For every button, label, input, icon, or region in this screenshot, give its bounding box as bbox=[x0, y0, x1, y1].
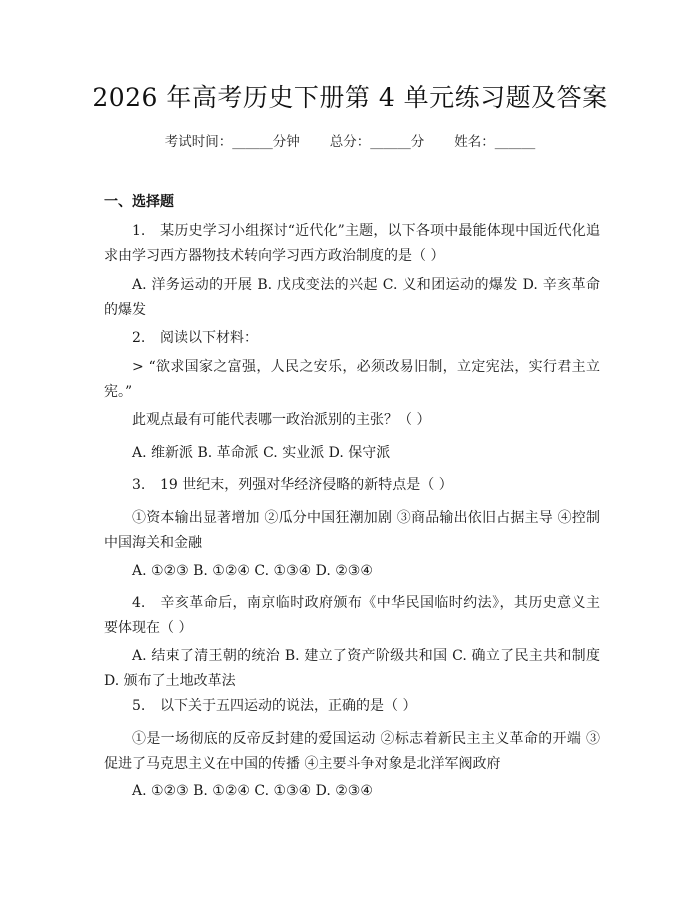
question-1-options: A. 洋务运动的开展 B. 戊戌变法的兴起 C. 义和团运动的爆发 D. 辛亥革命的爆发 bbox=[104, 277, 600, 318]
exam-time-field: 考试时间：______分钟 bbox=[164, 134, 300, 150]
exam-info-line bbox=[0, 132, 700, 152]
question-4-options: A. 结束了清王朝的统治 B. 建立了资产阶级共和国 C. 确立了民主共和制度 D. 颁布了土地改革法 bbox=[104, 648, 600, 689]
question-text: 以下关于五四运动的说法，正确的是（ ） bbox=[160, 698, 417, 714]
question-4-stem bbox=[104, 591, 600, 641]
question-5-options: A. ①②③ B. ①②④ C. ①③④ D. ②③④ bbox=[132, 783, 373, 799]
question-3-items: ①资本输出显著增加 ②瓜分中国狂潮加剧 ③商品输出依旧占据主导 ④控制中国海关和金融 bbox=[104, 510, 600, 551]
question-5-stem bbox=[104, 694, 600, 719]
page-title: 2026 年高考历史下册第 4 单元练习题及答案 bbox=[92, 83, 608, 112]
question-number: 5. bbox=[132, 698, 146, 714]
question-3-options: A. ①②③ B. ①②④ C. ①③④ D. ②③④ bbox=[132, 563, 373, 579]
question-1-stem bbox=[104, 219, 600, 269]
question-2-options: A. 维新派 B. 革命派 C. 实业派 D. 保守派 bbox=[132, 445, 391, 461]
question-text: 阅读以下材料： bbox=[160, 330, 258, 346]
question-number: 2. bbox=[132, 330, 146, 346]
question-2-stem bbox=[104, 326, 600, 351]
section-heading: 一、选择题 bbox=[104, 194, 174, 210]
question-number: 4. bbox=[132, 595, 146, 611]
name-field: 姓名：______ bbox=[454, 134, 536, 150]
total-score-field: 总分：______分 bbox=[329, 134, 425, 150]
question-text: 辛亥革命后，南京临时政府颁布《中华民国临时约法》，其历史意义主要体现在（ ） bbox=[104, 595, 600, 636]
question-2-quote: > “欲求国家之富强，人民之安乐，必须改易旧制，立定宪法，实行君主立宪。” bbox=[104, 359, 600, 400]
question-3-stem bbox=[104, 473, 600, 498]
question-text: 某历史学习小组探讨“近代化”主题，以下各项中最能体现中国近代化追求由学习西方器物技术转向学习西方政治制度的是（ ） bbox=[104, 223, 600, 264]
question-number: 3. bbox=[132, 477, 146, 493]
question-text: 19 世纪末，列强对华经济侵略的新特点是（ ） bbox=[160, 477, 453, 493]
question-5-items: ①是一场彻底的反帝反封建的爱国运动 ②标志着新民主主义革命的开端 ③促进了马克思主义在中国的传播 ④主要斗争对象是北洋军阀政府 bbox=[104, 731, 600, 772]
question-2-subquestion: 此观点最有可能代表哪一政治派别的主张？（ ） bbox=[132, 412, 431, 428]
question-number: 1. bbox=[132, 223, 146, 239]
